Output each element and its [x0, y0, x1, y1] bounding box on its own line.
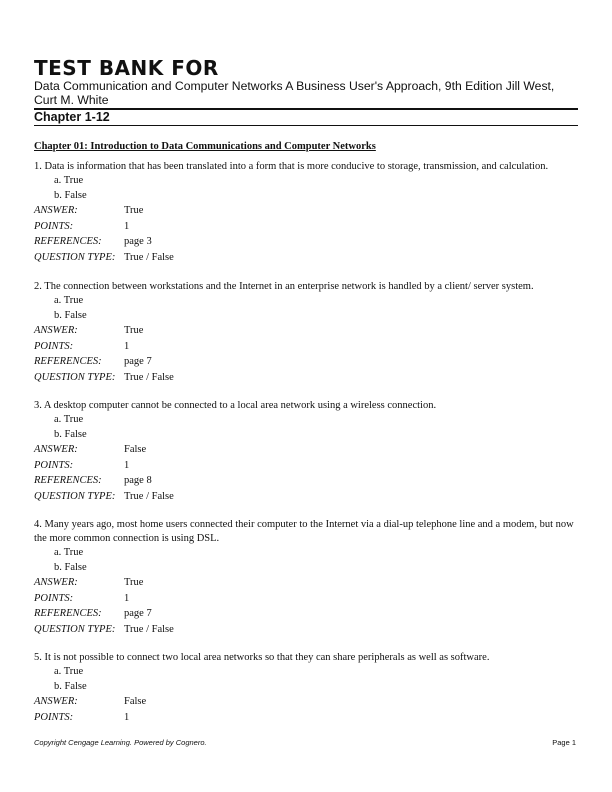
question-stem: 1. Data is information that has been translated into a form that is more conducive to storage, transmission, and calculation.: [34, 161, 549, 172]
answer-label: ANSWER:: [34, 444, 78, 455]
question-type-value: True / False: [124, 623, 174, 635]
references-value: page 3: [124, 236, 152, 247]
answer-row: [34, 203, 578, 219]
option-b: b. False: [54, 309, 87, 321]
answer-value: True: [124, 205, 144, 216]
question-stem: 4. Many years ago, most home users connected their computer to the Internet via a dial-up telephone line and a modem, but now the more common connection is using DSL.: [34, 519, 574, 544]
option-a: a. True: [54, 547, 84, 558]
points-value: 1: [124, 592, 130, 604]
option-a: a. True: [54, 295, 84, 306]
option-b: b. False: [54, 189, 87, 201]
references-row: [34, 606, 578, 622]
question-type-label: QUESTION TYPE:: [34, 251, 116, 263]
answer-row: [34, 575, 578, 591]
question-type-row: [34, 489, 578, 505]
question-type-value: True / False: [124, 371, 174, 383]
references-value: page 8: [124, 475, 152, 486]
references-value: page 7: [124, 608, 152, 619]
question-block: [34, 518, 578, 637]
question-block: [34, 160, 578, 265]
points-label: POINTS:: [34, 459, 74, 471]
header-rule-top: [34, 108, 578, 110]
answer-label: ANSWER:: [34, 325, 78, 336]
references-label: REFERENCES:: [34, 608, 102, 619]
option-a: a. True: [54, 666, 84, 677]
points-label: POINTS:: [34, 340, 74, 352]
question-stem: 5. It is not possible to connect two local area networks so that they can share peripherals as well as software.: [34, 652, 490, 663]
points-row: [34, 710, 578, 726]
option-b: b. False: [54, 428, 87, 440]
references-row: [34, 354, 578, 370]
section-title: Chapter 01: Introduction to Data Communications and Computer Networks: [34, 141, 376, 152]
question-type-row: [34, 250, 578, 266]
footer-copyright: Copyright Cengage Learning. Powered by Cognero.: [34, 738, 207, 747]
points-value: 1: [124, 340, 130, 352]
points-label: POINTS:: [34, 711, 74, 723]
footer-page-number: Page 1: [552, 738, 576, 747]
answer-value: True: [124, 325, 144, 336]
answer-label: ANSWER:: [34, 205, 78, 216]
points-value: 1: [124, 220, 130, 232]
points-row: [34, 591, 578, 607]
option-b: b. False: [54, 561, 87, 573]
question-stem: 3. A desktop computer cannot be connected to a local area network using a wireless connection.: [34, 400, 437, 411]
answer-row: [34, 442, 578, 458]
question-type-label: QUESTION TYPE:: [34, 490, 116, 502]
question-type-label: QUESTION TYPE:: [34, 623, 116, 635]
points-value: 1: [124, 711, 130, 723]
document-title: TEST BANK FOR: [34, 56, 219, 80]
points-row: [34, 339, 578, 355]
question-type-label: QUESTION TYPE:: [34, 371, 116, 383]
question-block: [34, 399, 578, 504]
answer-label: ANSWER:: [34, 696, 78, 707]
answer-value: False: [124, 696, 147, 707]
question-block: [34, 280, 578, 385]
references-value: page 7: [124, 356, 152, 367]
points-label: POINTS:: [34, 592, 74, 604]
references-row: [34, 234, 578, 250]
references-label: REFERENCES:: [34, 356, 102, 367]
references-label: REFERENCES:: [34, 236, 102, 247]
question-type-row: [34, 622, 578, 638]
chapter-range: Chapter 1-12: [34, 110, 110, 124]
option-a: a. True: [54, 175, 84, 186]
question-type-value: True / False: [124, 490, 174, 502]
references-row: [34, 473, 578, 489]
answer-row: [34, 323, 578, 339]
header-rule-bottom: [34, 125, 578, 126]
points-label: POINTS:: [34, 220, 74, 232]
points-row: [34, 458, 578, 474]
answer-value: False: [124, 444, 147, 455]
answer-row: [34, 694, 578, 710]
points-row: [34, 219, 578, 235]
option-b: b. False: [54, 680, 87, 692]
question-stem: 2. The connection between workstations and the Internet in an enterprise network is handled by a client/ server system.: [34, 281, 534, 292]
references-label: REFERENCES:: [34, 475, 102, 486]
question-type-value: True / False: [124, 251, 174, 263]
answer-value: True: [124, 577, 144, 588]
points-value: 1: [124, 459, 130, 471]
option-a: a. True: [54, 414, 84, 425]
answer-label: ANSWER:: [34, 577, 78, 588]
question-type-row: [34, 370, 578, 386]
question-block: [34, 651, 578, 725]
book-subtitle: Data Communication and Computer Networks A Business User's Approach, 9th Edition Jill West, Curt M. White: [34, 79, 555, 107]
